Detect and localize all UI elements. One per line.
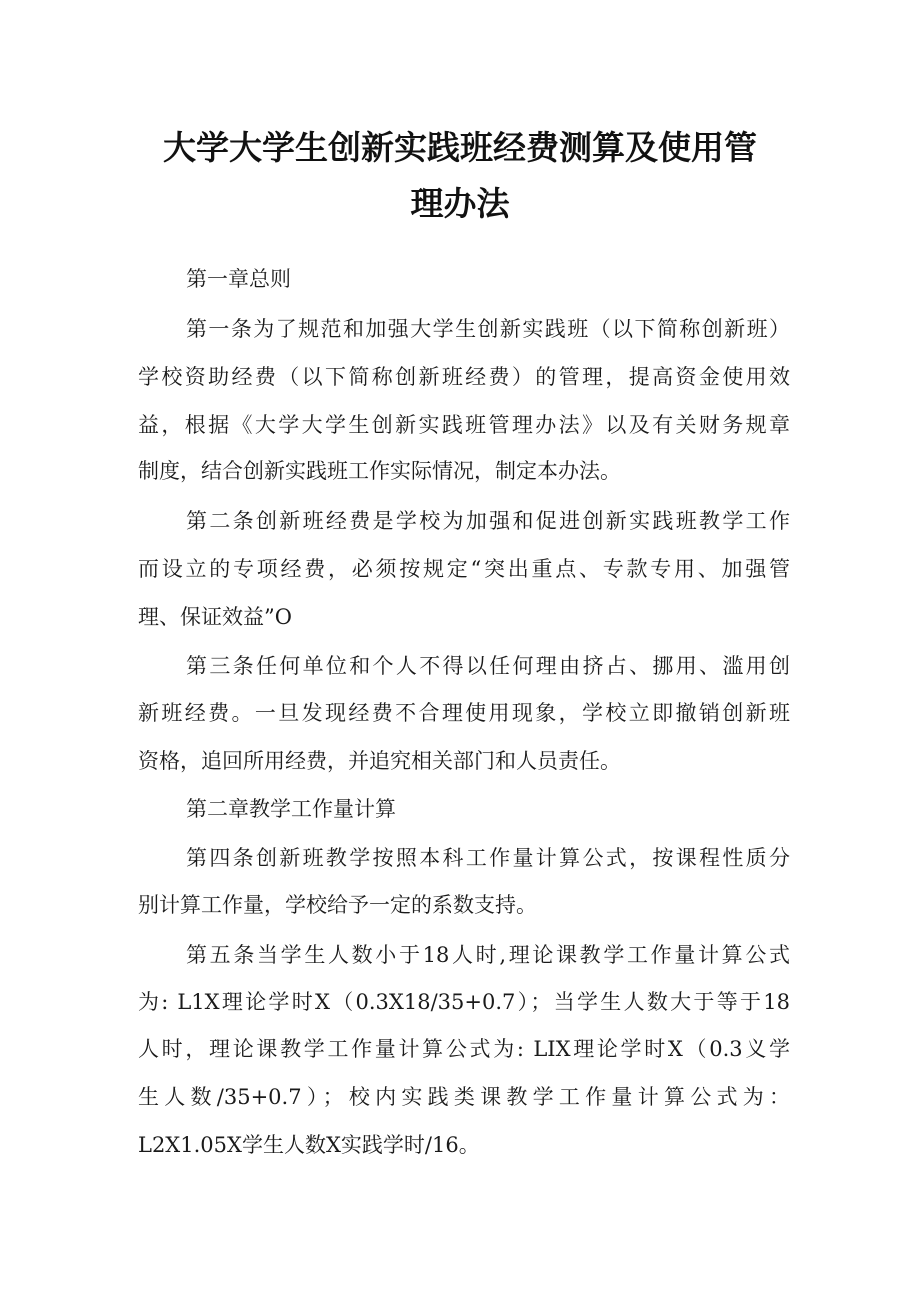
paragraph-line: 益，根据《大学大学生创新实践班管理办法》以及有关财务规章 (138, 413, 790, 437)
paragraph-line: 新班经费。一旦发现经费不合理使用现象，学校立即撤销创新班 (138, 701, 790, 725)
document-title-line-1: 大学大学生创新实践班经费测算及使用管 (163, 128, 757, 167)
paragraph-line: 第三条任何单位和个人不得以任何理由挤占、挪用、滥用创 (186, 654, 790, 678)
paragraph-line: 第四条创新班教学按照本科工作量计算公式，按课程性质分 (186, 846, 790, 870)
paragraph-line: 学校资助经费（以下简称创新班经费）的管理，提高资金使用效 (138, 365, 790, 389)
paragraph-line: 第五条当学生人数小于18人时,理论课教学工作量计算公式 (186, 943, 790, 967)
paragraph-line: 资格，追回所用经费，并追究相关部门和人员责任。 (138, 749, 621, 773)
paragraph-line: 为: L1X理论学时X（0.3X18/35+0.7）；当学生人数大于等于18 (138, 990, 790, 1014)
paragraph-line: 别计算工作量，学校给予一定的系数支持。 (138, 893, 537, 917)
paragraph-line: 而设立的专项经费，必须按规定“突出重点、专款专用、加强管 (138, 557, 790, 581)
paragraph-line: 制度，结合创新实践班工作实际情况，制定本办法。 (138, 459, 621, 483)
paragraph-line: 第一条为了规范和加强大学生创新实践班（以下简称创新班） (186, 317, 790, 341)
chapter-heading: 第二章教学工作量计算 (186, 797, 396, 821)
paragraph-line: 理、保证效益”O (138, 605, 292, 629)
paragraph-line: L2X1.05X学生人数X实践学时/16。 (138, 1133, 480, 1157)
paragraph-line: 人时，理论课教学工作量计算公式为: LIX理论学时X（0.3义学 (138, 1037, 790, 1061)
chapter-heading: 第一章总则 (186, 267, 291, 291)
paragraph-line: 第二条创新班经费是学校为加强和促进创新实践班教学工作 (186, 509, 790, 533)
paragraph-line: 生人数/35+0.7）；校内实践类课教学工作量计算公式为： (138, 1085, 790, 1109)
document-title-line-2: 理办法 (410, 184, 510, 223)
